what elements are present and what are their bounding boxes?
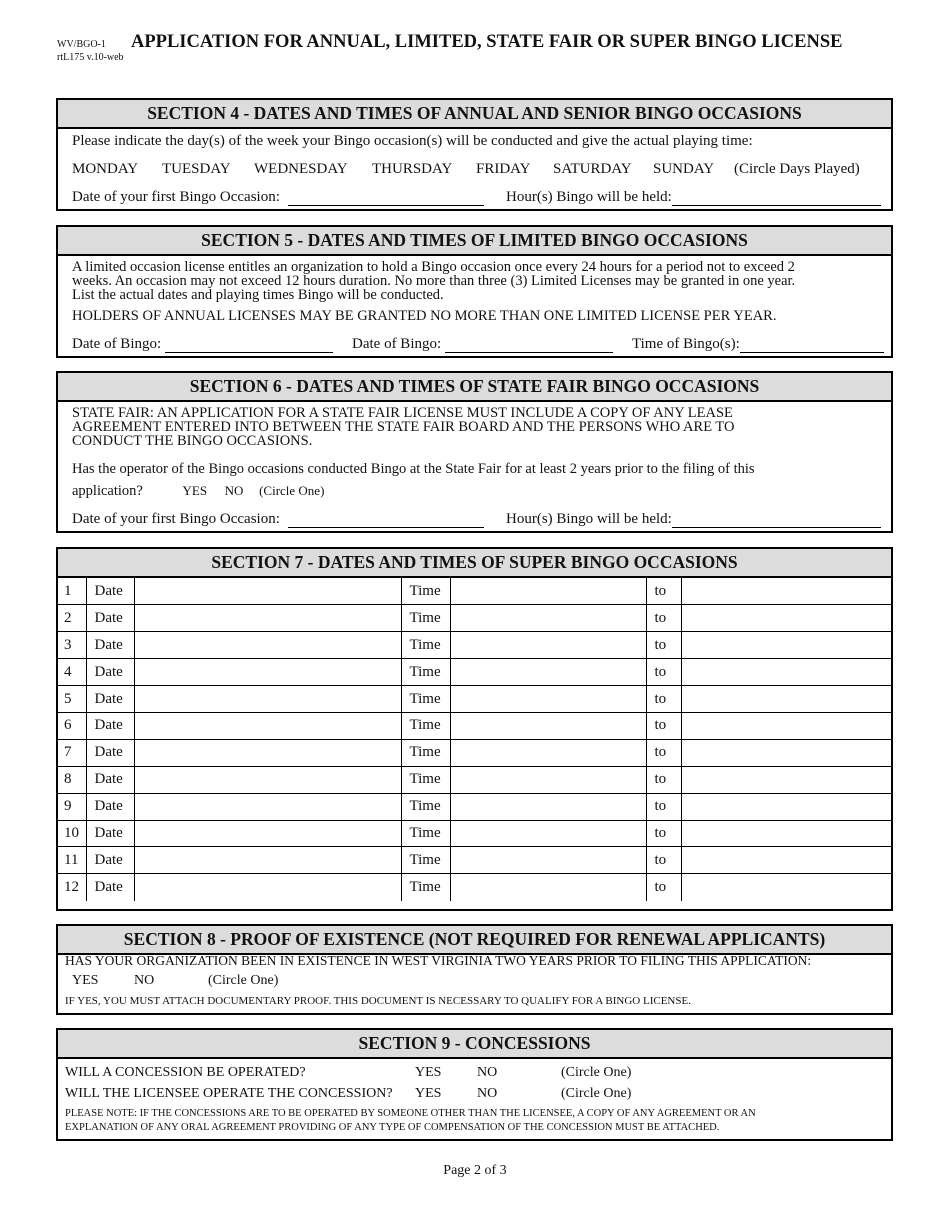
row-number: 1 xyxy=(58,578,86,605)
section-6-first-date-field[interactable] xyxy=(288,513,484,528)
date-label: Date xyxy=(86,874,134,901)
day-monday[interactable]: MONDAY xyxy=(72,161,139,177)
to-label: to xyxy=(646,659,681,686)
section-9-q1-no[interactable]: NO xyxy=(477,1065,498,1080)
section-8 xyxy=(56,924,893,1015)
date-field[interactable] xyxy=(134,659,401,686)
time-end-field[interactable] xyxy=(681,578,891,605)
circle-days-note: (Circle Days Played) xyxy=(734,161,860,177)
section-9-q1-yes[interactable]: YES xyxy=(415,1065,442,1080)
time-start-field[interactable] xyxy=(450,766,646,793)
to-label: to xyxy=(646,766,681,793)
time-end-field[interactable] xyxy=(681,847,891,874)
section-5-date1 xyxy=(72,336,333,353)
date-field[interactable] xyxy=(134,686,401,713)
first-date-label: Date of your first Bingo Occasion: xyxy=(72,189,280,205)
section-9 xyxy=(56,1028,893,1141)
form-title: APPLICATION FOR ANNUAL, LIMITED, STATE FAIR OR SUPER BINGO LICENSE xyxy=(131,32,843,52)
date-of-bingo-field-1[interactable] xyxy=(165,338,333,353)
date-label: Date xyxy=(86,605,134,632)
schedule-row xyxy=(58,793,891,820)
hours-field[interactable] xyxy=(672,191,881,206)
row-number: 9 xyxy=(58,793,86,820)
time-label: Time xyxy=(401,874,450,901)
section-5-paragraph xyxy=(72,260,882,302)
time-start-field[interactable] xyxy=(450,739,646,766)
to-label: to xyxy=(646,820,681,847)
time-label: Time xyxy=(401,605,450,632)
section-5-title: SECTION 5 - DATES AND TIMES OF LIMITED BINGO OCCASIONS xyxy=(58,227,891,256)
section-9-q2-text: WILL THE LICENSEE OPERATE THE CONCESSION? xyxy=(65,1086,393,1101)
time-label: Time xyxy=(401,793,450,820)
page-number: Page 2 of 3 xyxy=(443,1163,507,1178)
date-label: Date xyxy=(86,712,134,739)
time-end-field[interactable] xyxy=(681,793,891,820)
section-9-note-line2: EXPLANATION OF ANY ORAL AGREEMENT PROVIDING OF ANY TYPE OF COMPENSATION OF THE CONCESSION MUST BE ATTACHED. xyxy=(65,1122,720,1133)
date-field[interactable] xyxy=(134,578,401,605)
date-label: Date xyxy=(86,578,134,605)
time-label: Time xyxy=(401,686,450,713)
section-5 xyxy=(56,225,893,358)
section-6-paragraph xyxy=(72,406,882,448)
time-start-field[interactable] xyxy=(450,578,646,605)
section-6-para-line3: CONDUCT THE BINGO OCCASIONS. xyxy=(72,433,313,449)
time-end-field[interactable] xyxy=(681,766,891,793)
date-field[interactable] xyxy=(134,605,401,632)
day-saturday[interactable]: SATURDAY xyxy=(553,161,632,177)
form-revision: rtL175 v.10-web xyxy=(57,52,124,63)
schedule-row xyxy=(58,605,891,632)
time-label: Time xyxy=(401,659,450,686)
form-code-text: WV/BGO-1 xyxy=(57,39,106,50)
section-5-date2 xyxy=(352,336,613,353)
day-friday[interactable]: FRIDAY xyxy=(476,161,531,177)
section-8-question: HAS YOUR ORGANIZATION BEEN IN EXISTENCE IN WEST VIRGINIA TWO YEARS PRIOR TO FILING THIS APPLICATION: xyxy=(65,953,812,968)
section-6-para-line1: STATE FAIR: AN APPLICATION FOR A STATE FAIR LICENSE MUST INCLUDE A COPY OF ANY LEASE xyxy=(72,405,733,421)
schedule-row xyxy=(58,820,891,847)
section-6-yes[interactable]: YES xyxy=(182,483,208,498)
time-end-field[interactable] xyxy=(681,739,891,766)
time-start-field[interactable] xyxy=(450,820,646,847)
section-8-title: SECTION 8 - PROOF OF EXISTENCE (NOT REQUIRED FOR RENEWAL APPLICANTS) xyxy=(58,926,891,955)
row-number: 11 xyxy=(58,847,86,874)
section-6-para-line2: AGREEMENT ENTERED INTO BETWEEN THE STATE FAIR BOARD AND THE PERSONS WHO ARE TO xyxy=(72,419,735,435)
section-5-time xyxy=(632,336,884,353)
day-wednesday[interactable]: WEDNESDAY xyxy=(254,161,348,177)
section-6-hours-label: Hour(s) Bingo will be held: xyxy=(506,511,672,527)
section-8-no[interactable]: NO xyxy=(134,973,155,988)
date-label: Date xyxy=(86,847,134,874)
time-start-field[interactable] xyxy=(450,847,646,874)
time-start-field[interactable] xyxy=(450,686,646,713)
to-label: to xyxy=(646,874,681,901)
date-field[interactable] xyxy=(134,820,401,847)
time-label: Time xyxy=(401,739,450,766)
day-tuesday[interactable]: TUESDAY xyxy=(162,161,231,177)
schedule-row xyxy=(58,712,891,739)
time-start-field[interactable] xyxy=(450,605,646,632)
time-start-field[interactable] xyxy=(450,712,646,739)
row-number: 2 xyxy=(58,605,86,632)
schedule-row xyxy=(58,847,891,874)
date-field[interactable] xyxy=(134,793,401,820)
to-label: to xyxy=(646,847,681,874)
schedule-row xyxy=(58,874,891,901)
section-8-yes[interactable]: YES xyxy=(72,973,99,988)
time-label: Time xyxy=(401,632,450,659)
time-start-field[interactable] xyxy=(450,632,646,659)
section-6 xyxy=(56,371,893,533)
section-6-hours-field[interactable] xyxy=(672,513,881,528)
time-end-field[interactable] xyxy=(681,686,891,713)
section-9-note xyxy=(65,1107,756,1135)
date-of-bingo-field-2[interactable] xyxy=(445,338,613,353)
date-label: Date xyxy=(86,739,134,766)
date-field[interactable] xyxy=(134,632,401,659)
hours-label: Hour(s) Bingo will be held: xyxy=(506,189,672,205)
row-number: 7 xyxy=(58,739,86,766)
section-6-title: SECTION 6 - DATES AND TIMES OF STATE FAIR BINGO OCCASIONS xyxy=(58,373,891,402)
schedule-row xyxy=(58,578,891,605)
section-9-q2-no[interactable]: NO xyxy=(477,1086,498,1101)
to-label: to xyxy=(646,578,681,605)
time-end-field[interactable] xyxy=(681,659,891,686)
section-5-para-line2: weeks. An occasion may not exceed 12 hours duration. No more than three (3) Limited Licenses may be granted in one year. xyxy=(72,273,796,289)
date-field[interactable] xyxy=(134,739,401,766)
section-6-circle-one: (Circle One) xyxy=(259,483,325,498)
date-field[interactable] xyxy=(134,874,401,901)
date-field[interactable] xyxy=(134,847,401,874)
section-8-circle-one: (Circle One) xyxy=(208,973,279,988)
to-label: to xyxy=(646,686,681,713)
date-label: Date xyxy=(86,793,134,820)
time-end-field[interactable] xyxy=(681,712,891,739)
first-date-field[interactable] xyxy=(288,191,484,206)
section-6-first-date-label: Date of your first Bingo Occasion: xyxy=(72,511,280,527)
row-number: 4 xyxy=(58,659,86,686)
date-label: Date xyxy=(86,632,134,659)
date-field[interactable] xyxy=(134,766,401,793)
schedule-row xyxy=(58,739,891,766)
time-of-bingo-label: Time of Bingo(s): xyxy=(632,336,740,352)
section-9-q1-circle: (Circle One) xyxy=(561,1065,632,1080)
time-label: Time xyxy=(401,847,450,874)
section-9-q2-circle: (Circle One) xyxy=(561,1086,632,1101)
section-9-note-line1: PLEASE NOTE: IF THE CONCESSIONS ARE TO BE OPERATED BY SOMEONE OTHER THAN THE LICENSEE, A COPY OF ANY AGREEMENT OR AN xyxy=(65,1108,756,1119)
row-number: 10 xyxy=(58,820,86,847)
time-end-field[interactable] xyxy=(681,632,891,659)
to-label: to xyxy=(646,739,681,766)
date-of-bingo-label-1: Date of Bingo: xyxy=(72,336,162,352)
section-6-question-line2 xyxy=(72,483,324,500)
time-start-field[interactable] xyxy=(450,874,646,901)
days-row xyxy=(72,161,860,178)
time-start-field[interactable] xyxy=(450,793,646,820)
schedule-row xyxy=(58,659,891,686)
schedule-row xyxy=(58,686,891,713)
row-number: 6 xyxy=(58,712,86,739)
day-sunday[interactable]: SUNDAY xyxy=(653,161,715,177)
date-label: Date xyxy=(86,659,134,686)
section-5-notice: HOLDERS OF ANNUAL LICENSES MAY BE GRANTED NO MORE THAN ONE LIMITED LICENSE PER YEAR. xyxy=(72,308,777,324)
section-6-first-date xyxy=(72,511,484,528)
time-start-field[interactable] xyxy=(450,659,646,686)
form-code xyxy=(57,38,124,64)
section-9-q2-yes[interactable]: YES xyxy=(415,1086,442,1101)
to-label: to xyxy=(646,632,681,659)
date-label: Date xyxy=(86,686,134,713)
super-bingo-schedule xyxy=(58,578,891,901)
section-5-para-line3: List the actual dates and playing times Bingo will be conducted. xyxy=(72,287,444,303)
time-label: Time xyxy=(401,712,450,739)
section-9-q2 xyxy=(65,1086,631,1102)
section-9-title: SECTION 9 - CONCESSIONS xyxy=(58,1030,891,1059)
row-number: 3 xyxy=(58,632,86,659)
section-8-note: IF YES, YOU MUST ATTACH DOCUMENTARY PROOF. THIS DOCUMENT IS NECESSARY TO QUALIFY FOR A BINGO LICENSE. xyxy=(65,995,691,1007)
section-6-question-line1: Has the operator of the Bingo occasions conducted Bingo at the State Fair for at least 2 years prior to the filing of this xyxy=(72,461,755,477)
date-of-bingo-label-2: Date of Bingo: xyxy=(352,336,442,352)
section-4-first-date xyxy=(72,189,484,206)
time-end-field[interactable] xyxy=(681,605,891,632)
date-field[interactable] xyxy=(134,712,401,739)
row-number: 5 xyxy=(58,686,86,713)
section-7 xyxy=(56,547,893,911)
section-7-title: SECTION 7 - DATES AND TIMES OF SUPER BINGO OCCASIONS xyxy=(58,549,891,578)
time-label: Time xyxy=(401,578,450,605)
section-4-hours xyxy=(506,189,881,206)
time-label: Time xyxy=(401,820,450,847)
section-5-para-line1: A limited occasion license entitles an organization to hold a Bingo occasion once every 24 hours for a period not to exceed 2 xyxy=(72,259,795,275)
section-9-q1 xyxy=(65,1065,631,1081)
schedule-row xyxy=(58,632,891,659)
section-8-answers xyxy=(72,973,278,989)
row-number: 8 xyxy=(58,766,86,793)
section-4-title: SECTION 4 - DATES AND TIMES OF ANNUAL AND SENIOR BINGO OCCASIONS xyxy=(58,100,891,129)
row-number: 12 xyxy=(58,874,86,901)
to-label: to xyxy=(646,605,681,632)
section-6-hours xyxy=(506,511,881,528)
section-4 xyxy=(56,98,893,211)
date-label: Date xyxy=(86,766,134,793)
time-of-bingo-field[interactable] xyxy=(740,338,884,353)
to-label: to xyxy=(646,712,681,739)
time-end-field[interactable] xyxy=(681,874,891,901)
section-6-no[interactable]: NO xyxy=(224,483,244,498)
section-6-question-text: application? xyxy=(72,483,143,499)
date-label: Date xyxy=(86,820,134,847)
time-end-field[interactable] xyxy=(681,820,891,847)
day-thursday[interactable]: THURSDAY xyxy=(372,161,453,177)
to-label: to xyxy=(646,793,681,820)
section-9-q1-text: WILL A CONCESSION BE OPERATED? xyxy=(65,1065,306,1080)
section-4-instructions: Please indicate the day(s) of the week your Bingo occasion(s) will be conducted and give the actual playing time: xyxy=(72,133,753,149)
schedule-row xyxy=(58,766,891,793)
time-label: Time xyxy=(401,766,450,793)
